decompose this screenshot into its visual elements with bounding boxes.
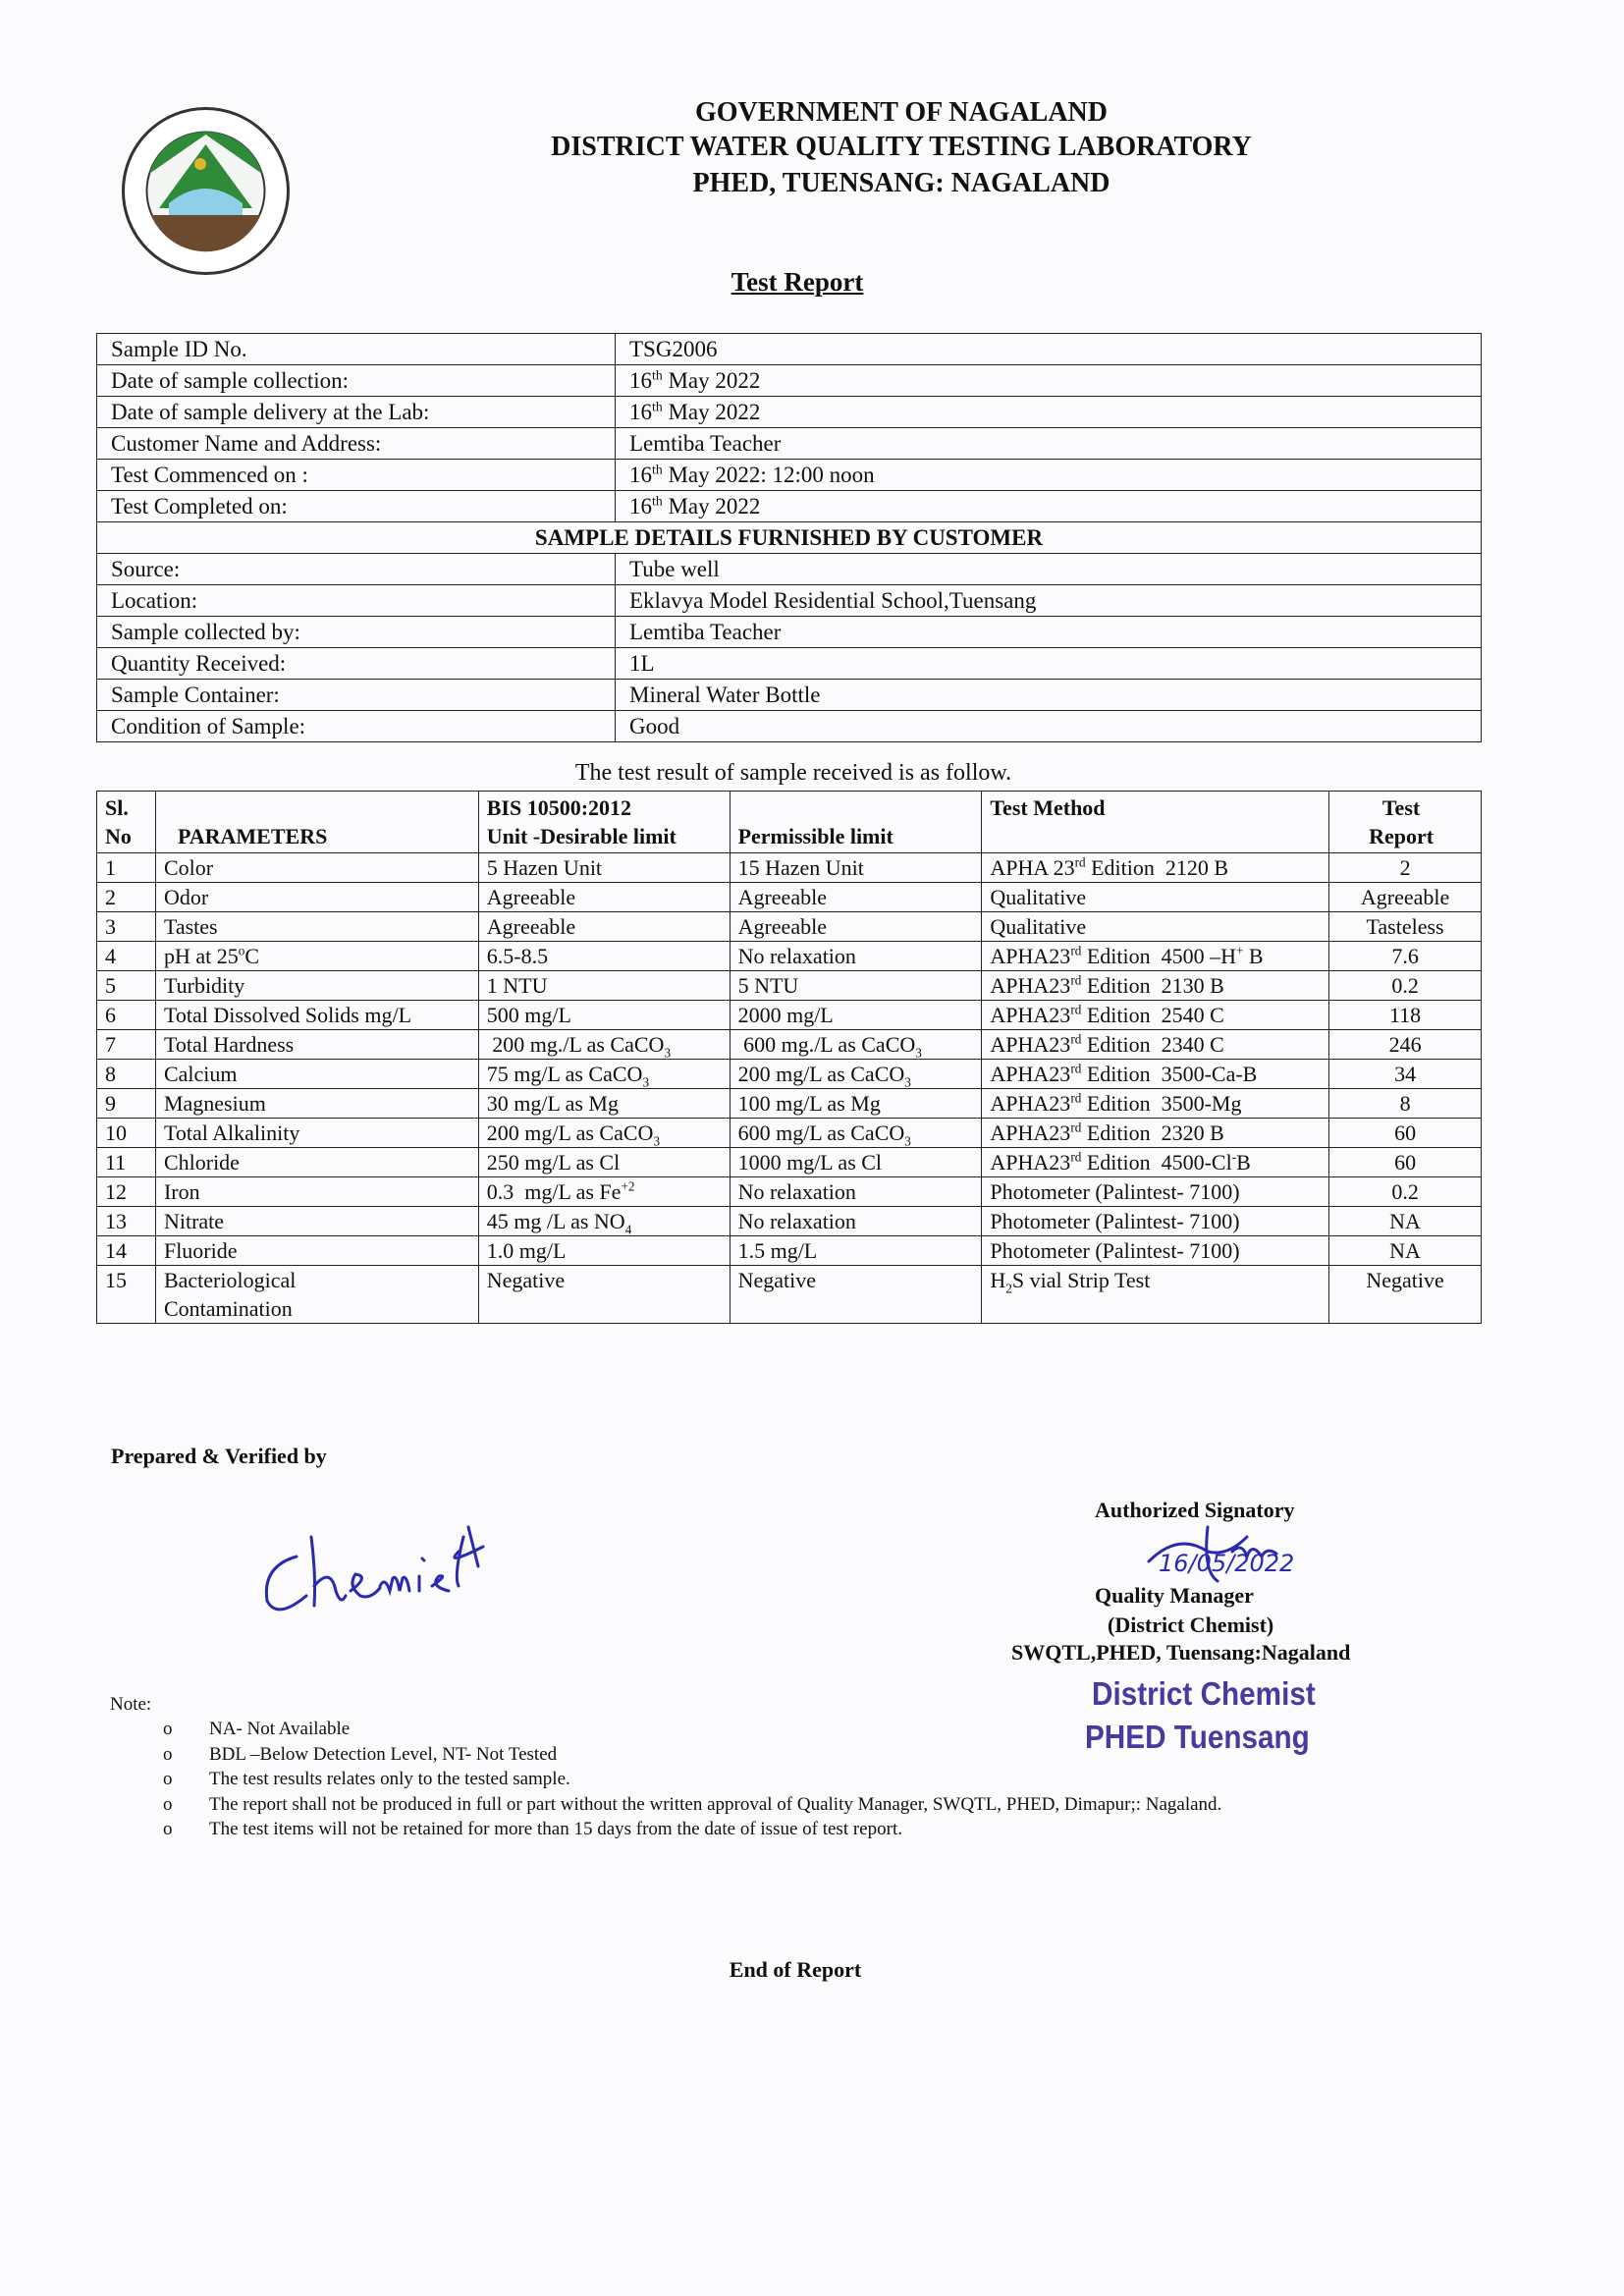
result-row — [97, 942, 1482, 971]
detail-row — [97, 460, 1482, 491]
text-segment: 200 mg/L as CaCO — [486, 1121, 654, 1145]
detail-value — [616, 365, 1482, 397]
test-result: 7.6 — [1329, 942, 1482, 971]
bullet-icon: o — [163, 1794, 173, 1815]
text-segment: 3 — [642, 1074, 650, 1090]
text-segment: Qualitative — [990, 914, 1087, 939]
text-segment: 1 NTU — [486, 973, 548, 998]
text-segment: Turbidity — [163, 973, 245, 998]
text-segment: Qualitative — [990, 885, 1087, 909]
text-segment: Odor — [163, 885, 209, 909]
detail-label: Condition of Sample: — [97, 711, 616, 742]
text-segment: rd — [1070, 1061, 1082, 1076]
test-result: 60 — [1329, 1148, 1482, 1177]
detail-value — [616, 428, 1482, 460]
detail-value — [616, 491, 1482, 522]
result-row — [97, 1148, 1482, 1177]
detail-value: Eklavya Model Residential School,Tuensang — [616, 585, 1482, 617]
text-segment: rd — [1070, 972, 1082, 988]
text-segment: 16 — [629, 463, 652, 487]
text-segment: Iron — [163, 1179, 200, 1204]
test-result: 8 — [1329, 1089, 1482, 1119]
test-result: 0.2 — [1329, 971, 1482, 1001]
text-segment: th — [652, 462, 663, 477]
text-segment: Photometer (Palintest- 7100) — [990, 1238, 1240, 1263]
text-segment: APHA23 — [990, 1032, 1071, 1057]
text-segment: B — [1236, 1150, 1251, 1175]
text-segment: APHA 23 — [990, 855, 1075, 880]
text-segment: Edition 2130 B — [1081, 973, 1224, 998]
permissible-limit — [730, 942, 982, 971]
results-header-row — [97, 792, 1482, 853]
permissible-limit — [730, 883, 982, 912]
text-segment: H — [990, 1268, 1006, 1292]
sl-no: 12 — [97, 1177, 156, 1207]
text-segment: 3 — [915, 1045, 922, 1061]
text-segment: B — [1243, 944, 1264, 968]
sl-no: 13 — [97, 1207, 156, 1236]
header-test-report: Test Report — [1329, 792, 1482, 853]
text-segment: 3 — [653, 1133, 661, 1149]
sample-details-table — [96, 333, 1482, 742]
permissible-limit — [730, 971, 982, 1001]
prepared-by-label: Prepared & Verified by — [111, 1444, 327, 1468]
detail-label: Sample Container: — [97, 680, 616, 711]
sl-no: 11 — [97, 1148, 156, 1177]
text-segment: APHA23 — [990, 1150, 1071, 1175]
text-segment: th — [652, 493, 663, 509]
note-item: NA- Not Available — [209, 1719, 351, 1739]
detail-value: 1L — [616, 648, 1482, 680]
text-segment: 200 mg./L as CaCO — [486, 1032, 665, 1057]
parameter-name — [155, 1001, 478, 1030]
organization-label: SWQTL,PHED, Tuensang:Nagaland — [1011, 1640, 1351, 1665]
text-segment: 5 NTU — [737, 973, 799, 998]
customer-detail-row — [97, 711, 1482, 742]
test-method — [982, 853, 1329, 883]
text-segment: 250 mg/L as Cl — [486, 1150, 621, 1175]
detail-label: Test Commenced on : — [97, 460, 616, 491]
desirable-limit — [478, 1207, 730, 1236]
text-segment: Lemtiba Teacher — [629, 431, 782, 456]
text-segment: Edition 4500-Cl — [1081, 1150, 1232, 1175]
customer-detail-row — [97, 648, 1482, 680]
detail-label: Quantity Received: — [97, 648, 616, 680]
sl-no: 15 — [97, 1266, 156, 1324]
text-segment: Edition 2320 B — [1081, 1121, 1224, 1145]
text-segment: APHA23 — [990, 1062, 1071, 1086]
detail-row — [97, 397, 1482, 428]
note-item: The test items will not be retained for more than 15 days from the date of issue of test report. — [209, 1819, 902, 1839]
text-segment: APHA23 — [990, 944, 1071, 968]
text-segment: pH at 25 — [163, 944, 239, 968]
text-segment: rd — [1070, 943, 1082, 958]
test-method — [982, 1236, 1329, 1266]
result-row — [97, 1001, 1482, 1030]
detail-label: Date of sample delivery at the Lab: — [97, 397, 616, 428]
text-segment: 3 — [904, 1074, 911, 1090]
text-segment: Total Hardness — [163, 1032, 295, 1057]
result-row — [97, 1177, 1482, 1207]
text-segment: Edition 3500-Mg — [1081, 1091, 1242, 1116]
permissible-limit — [730, 912, 982, 942]
test-method — [982, 1001, 1329, 1030]
text-segment: Color — [163, 855, 214, 880]
text-segment: 2000 mg/L — [737, 1003, 834, 1027]
sl-no: 2 — [97, 883, 156, 912]
parameter-name — [155, 1177, 478, 1207]
sl-no: 14 — [97, 1236, 156, 1266]
text-segment: 5 Hazen Unit — [486, 855, 603, 880]
parameter-name — [155, 1207, 478, 1236]
test-result: 246 — [1329, 1030, 1482, 1060]
signature-date: 16/05/2022 — [1159, 1550, 1295, 1577]
bullet-icon: o — [163, 1769, 173, 1789]
sl-no: 7 — [97, 1030, 156, 1060]
customer-detail-row — [97, 585, 1482, 617]
test-method — [982, 942, 1329, 971]
desirable-limit — [478, 1148, 730, 1177]
text-segment: - — [1231, 1149, 1237, 1165]
parameter-name — [155, 1148, 478, 1177]
text-segment: rd — [1070, 1090, 1082, 1106]
desirable-limit — [478, 1119, 730, 1148]
text-segment: o — [238, 943, 245, 958]
result-row — [97, 1119, 1482, 1148]
text-segment: 600 mg./L as CaCO — [737, 1032, 916, 1057]
parameter-name — [155, 1060, 478, 1089]
bullet-icon: o — [163, 1744, 173, 1765]
sl-no: 9 — [97, 1089, 156, 1119]
text-segment: May 2022: 12:00 noon — [662, 463, 875, 487]
sl-no: 1 — [97, 853, 156, 883]
result-row — [97, 971, 1482, 1001]
bullet-icon: o — [163, 1719, 173, 1739]
test-result: NA — [1329, 1236, 1482, 1266]
test-result: 34 — [1329, 1060, 1482, 1089]
note-item: BDL –Below Detection Level, NT- Not Tested — [209, 1744, 558, 1765]
sl-no: 3 — [97, 912, 156, 942]
text-segment: 45 mg /L as NO — [486, 1209, 625, 1233]
text-segment: Fluoride — [163, 1238, 238, 1263]
text-segment: 16 — [629, 368, 652, 393]
permissible-limit — [730, 1236, 982, 1266]
customer-detail-row — [97, 680, 1482, 711]
result-row — [97, 912, 1482, 942]
parameter-name — [155, 912, 478, 942]
text-segment: Agreeable — [486, 885, 576, 909]
customer-section-row — [97, 522, 1482, 554]
desirable-limit — [478, 1089, 730, 1119]
result-row — [97, 1266, 1482, 1324]
text-segment: Chloride — [163, 1150, 240, 1175]
permissible-limit — [730, 853, 982, 883]
text-segment: May 2022 — [662, 494, 761, 519]
note-label: Note: — [110, 1694, 152, 1715]
sl-no: 6 — [97, 1001, 156, 1030]
note-item: The report shall not be produced in full or part without the written approval of Quality Manager, SWQTL, PHED, Dimapur;: Nagaland. — [209, 1794, 1222, 1815]
text-segment: Edition 3500-Ca-B — [1081, 1062, 1258, 1086]
quality-manager-label: Quality Manager — [1095, 1583, 1254, 1608]
text-segment: Tastes — [163, 914, 218, 939]
text-segment: th — [652, 367, 663, 383]
district-chemist-label: (District Chemist) — [1108, 1613, 1274, 1637]
detail-label: Sample collected by: — [97, 617, 616, 648]
desirable-limit — [478, 942, 730, 971]
authorized-signatory-label: Authorized Signatory — [1095, 1498, 1295, 1522]
header-government: GOVERNMENT OF NAGALAND — [694, 97, 1108, 128]
customer-section-title: SAMPLE DETAILS FURNISHED BY CUSTOMER — [97, 522, 1482, 554]
test-method — [982, 971, 1329, 1001]
text-segment: rd — [1070, 1002, 1082, 1017]
test-result: 118 — [1329, 1001, 1482, 1030]
text-segment: S vial Strip Test — [1011, 1268, 1151, 1292]
test-method — [982, 1089, 1329, 1119]
text-segment: 0.3 mg/L as Fe — [486, 1179, 622, 1204]
text-segment: No relaxation — [737, 944, 856, 968]
result-row — [97, 1060, 1482, 1089]
text-segment: 75 mg/L as CaCO — [486, 1062, 643, 1086]
text-segment: Total Alkalinity — [163, 1121, 300, 1145]
test-method — [982, 883, 1329, 912]
permissible-limit — [730, 1060, 982, 1089]
detail-row — [97, 491, 1482, 522]
text-segment: Agreeable — [737, 914, 827, 939]
test-method — [982, 1119, 1329, 1148]
header-test-method: Test Method — [982, 792, 1329, 853]
result-row — [97, 1030, 1482, 1060]
text-segment: 30 mg/L as Mg — [486, 1091, 619, 1116]
detail-row — [97, 365, 1482, 397]
sl-no: 4 — [97, 942, 156, 971]
text-segment: 3 — [664, 1045, 672, 1061]
text-segment: Edition 4500 –H — [1081, 944, 1236, 968]
desirable-limit — [478, 1001, 730, 1030]
permissible-limit — [730, 1119, 982, 1148]
permissible-limit — [730, 1089, 982, 1119]
parameter-name — [155, 1119, 478, 1148]
text-segment: Magnesium — [163, 1091, 266, 1116]
test-result: Tasteless — [1329, 912, 1482, 942]
test-method — [982, 1266, 1329, 1324]
header-lab-name: DISTRICT WATER QUALITY TESTING LABORATORY — [551, 132, 1252, 162]
desirable-limit — [478, 912, 730, 942]
text-segment: C — [244, 944, 259, 968]
parameter-name — [155, 1266, 478, 1324]
result-row — [97, 1207, 1482, 1236]
text-segment: rd — [1070, 1149, 1082, 1165]
chemist-signature — [257, 1498, 522, 1630]
permissible-limit — [730, 1266, 982, 1324]
results-caption: The test result of sample received is as follow. — [574, 760, 1012, 786]
text-segment: Calcium — [163, 1062, 238, 1086]
end-of-report: End of Report — [729, 1957, 862, 1982]
sl-no: 8 — [97, 1060, 156, 1089]
parameter-name — [155, 883, 478, 912]
header-location: PHED, TUENSANG: NAGALAND — [692, 168, 1110, 198]
text-segment: 1.0 mg/L — [486, 1238, 567, 1263]
detail-value: Tube well — [616, 554, 1482, 585]
permissible-limit — [730, 1030, 982, 1060]
text-segment: 6.5-8.5 — [486, 944, 549, 968]
text-segment: 2 — [1005, 1281, 1012, 1296]
text-segment: Nitrate — [163, 1209, 225, 1233]
test-result: Negative — [1329, 1266, 1482, 1324]
test-result: 60 — [1329, 1119, 1482, 1148]
text-segment: 200 mg/L as CaCO — [737, 1062, 905, 1086]
text-segment: APHA23 — [990, 973, 1071, 998]
header-sl-no: Sl. No — [97, 792, 156, 853]
text-segment: +2 — [621, 1178, 635, 1194]
detail-label: Customer Name and Address: — [97, 428, 616, 460]
text-segment: Photometer (Palintest- 7100) — [990, 1179, 1240, 1204]
text-segment: APHA23 — [990, 1003, 1071, 1027]
desirable-limit — [478, 1236, 730, 1266]
text-segment: May 2022 — [662, 368, 761, 393]
stamp-phed-tuensang: PHED Tuensang — [1085, 1719, 1310, 1755]
text-segment: No relaxation — [737, 1209, 856, 1233]
permissible-limit — [730, 1177, 982, 1207]
text-segment: 16 — [629, 494, 652, 519]
text-segment: APHA23 — [990, 1121, 1071, 1145]
text-segment: Photometer (Palintest- 7100) — [990, 1209, 1240, 1233]
result-row — [97, 1236, 1482, 1266]
detail-value: Good — [616, 711, 1482, 742]
customer-detail-row — [97, 554, 1482, 585]
text-segment: rd — [1070, 1120, 1082, 1135]
text-segment: 100 mg/L as Mg — [737, 1091, 881, 1116]
detail-label: Date of sample collection: — [97, 365, 616, 397]
parameter-name — [155, 1030, 478, 1060]
test-method — [982, 1060, 1329, 1089]
text-segment: Edition 2540 C — [1081, 1003, 1224, 1027]
permissible-limit — [730, 1001, 982, 1030]
text-segment: rd — [1070, 1031, 1082, 1047]
result-row — [97, 853, 1482, 883]
result-row — [97, 883, 1482, 912]
header-permissible-limit: Permissible limit — [730, 792, 982, 853]
test-result: 0.2 — [1329, 1177, 1482, 1207]
result-row — [97, 1089, 1482, 1119]
bullet-icon: o — [163, 1819, 173, 1839]
text-segment: Contamination — [163, 1296, 293, 1321]
customer-detail-row — [97, 617, 1482, 648]
header-parameters: PARAMETERS — [155, 792, 478, 853]
text-segment: Negative — [486, 1268, 566, 1292]
desirable-limit — [478, 883, 730, 912]
text-segment: No relaxation — [737, 1179, 856, 1204]
test-method — [982, 1177, 1329, 1207]
report-title: Test Report — [731, 267, 864, 297]
desirable-limit — [478, 971, 730, 1001]
text-segment: 500 mg/L — [486, 1003, 571, 1027]
text-segment: Bacteriological — [163, 1268, 297, 1292]
text-segment: 16 — [629, 400, 652, 424]
stamp-district-chemist: District Chemist — [1092, 1675, 1316, 1712]
detail-row — [97, 334, 1482, 365]
parameter-name — [155, 1089, 478, 1119]
sl-no: 10 — [97, 1119, 156, 1148]
parameter-name — [155, 942, 478, 971]
text-segment: Edition 2340 C — [1081, 1032, 1224, 1057]
text-segment: 1.5 mg/L — [737, 1238, 818, 1263]
parameter-name — [155, 1236, 478, 1266]
sl-no: 5 — [97, 971, 156, 1001]
text-segment: + — [1235, 943, 1244, 958]
detail-value — [616, 397, 1482, 428]
text-segment: th — [652, 399, 663, 414]
text-segment: rd — [1074, 854, 1086, 870]
permissible-limit — [730, 1148, 982, 1177]
text-segment: Agreeable — [737, 885, 827, 909]
desirable-limit — [478, 1177, 730, 1207]
text-segment: 1000 mg/L as Cl — [737, 1150, 883, 1175]
permissible-limit — [730, 1207, 982, 1236]
text-segment: TSG2006 — [629, 337, 718, 361]
desirable-limit — [478, 1030, 730, 1060]
detail-value: Mineral Water Bottle — [616, 680, 1482, 711]
test-result: NA — [1329, 1207, 1482, 1236]
desirable-limit — [478, 1266, 730, 1324]
test-results-table — [96, 791, 1482, 1324]
text-segment: Edition 2120 B — [1085, 855, 1229, 880]
text-segment: Total Dissolved Solids mg/L — [163, 1003, 412, 1027]
desirable-limit — [478, 853, 730, 883]
test-result: 2 — [1329, 853, 1482, 883]
desirable-limit — [478, 1060, 730, 1089]
parameter-name — [155, 971, 478, 1001]
test-method — [982, 912, 1329, 942]
text-segment: APHA23 — [990, 1091, 1071, 1116]
text-segment: Agreeable — [486, 914, 576, 939]
detail-label: Test Completed on: — [97, 491, 616, 522]
detail-label: Sample ID No. — [97, 334, 616, 365]
test-method — [982, 1030, 1329, 1060]
header-desirable-limit: BIS 10500:2012 Unit -Desirable limit — [478, 792, 730, 853]
test-method — [982, 1207, 1329, 1236]
test-result: Agreeable — [1329, 883, 1482, 912]
note-item: The test results relates only to the tested sample. — [209, 1769, 570, 1789]
detail-value: Lemtiba Teacher — [616, 617, 1482, 648]
detail-row — [97, 428, 1482, 460]
detail-label: Source: — [97, 554, 616, 585]
detail-value — [616, 460, 1482, 491]
parameter-name — [155, 853, 478, 883]
text-segment: 600 mg/L as CaCO — [737, 1121, 905, 1145]
text-segment: Negative — [737, 1268, 816, 1292]
text-segment: 3 — [904, 1133, 911, 1149]
text-segment: 4 — [624, 1222, 632, 1237]
text-segment: May 2022 — [662, 400, 761, 424]
test-method — [982, 1148, 1329, 1177]
text-segment: 15 Hazen Unit — [737, 855, 864, 880]
detail-label: Location: — [97, 585, 616, 617]
detail-value — [616, 334, 1482, 365]
